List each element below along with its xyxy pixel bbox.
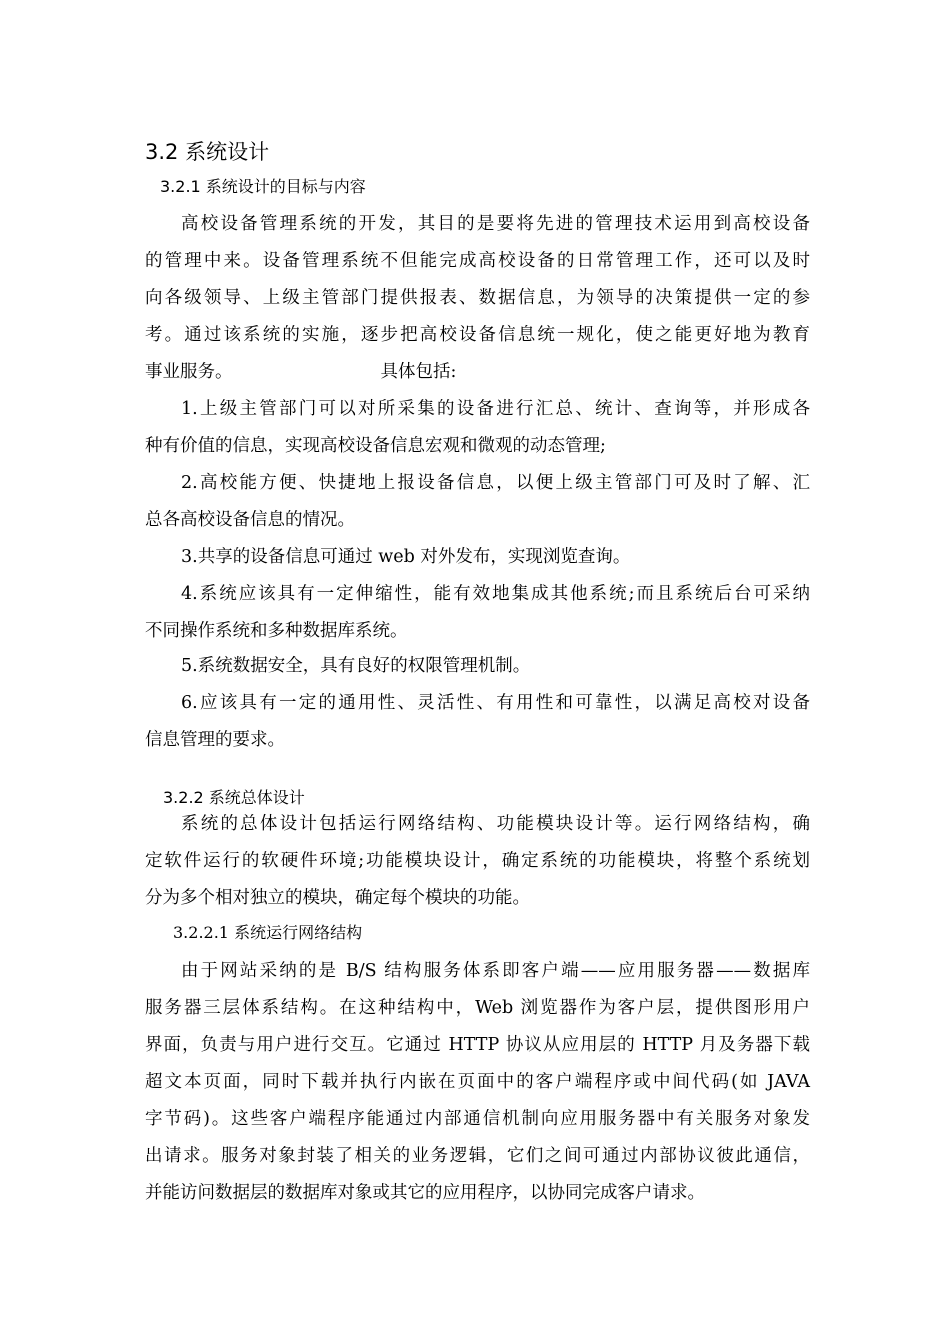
section-title: 3.2 系统设计 [145,140,270,164]
intro-line-last [145,354,810,390]
overall-line: 分为多个相对独立的模块，确定每个模块的功能。 [145,888,530,908]
network-line: 界面，负责与用户进行交互。它通过 HTTP 协议从应用层的 HTTP 月及务器下载 [145,1035,810,1055]
intro-line: 高校设备管理系统的开发，其目的是要将先进的管理技术运用到高校设备 [181,214,810,234]
list-item-line: 总各高校设备信息的情况。 [145,510,355,530]
intro-tail-text: 具体包括: [380,362,457,382]
list-item-line: 4.系统应该具有一定伸缩性，能有效地集成其他系统;而且系统后台可采纳 [181,584,810,604]
network-line: 由于网站采纳的是 B/S 结构服务体系即客户端——应用服务器——数据库 [181,961,810,981]
network-line: 字节码)。这些客户端程序能通过内部通信机制向应用服务器中有关服务对象发 [145,1109,810,1129]
network-line: 超文本页面，同时下载并执行内嵌在页面中的客户端程序或中间代码(如 JAVA [145,1072,810,1092]
overall-line: 定软件运行的软硬件环境;功能模块设计，确定系统的功能模块，将整个系统划 [145,851,810,871]
list-item-line: 5.系统数据安全，具有良好的权限管理机制。 [181,656,531,676]
list-item-line: 信息管理的要求。 [145,730,285,750]
list-item-line: 2.高校能方便、快捷地上报设备信息，以便上级主管部门可及时了解、汇 [181,473,810,493]
list-item-line: 不同操作系统和多种数据库系统。 [145,621,408,641]
network-heading: 3.2.2.1 系统运行网络结构 [173,923,363,942]
list-item-line: 种有价值的信息，实现高校设备信息宏观和微观的动态管理; [145,436,606,456]
list-item-line: 3.共享的设备信息可通过 web 对外发布，实现浏览查询。 [181,547,631,567]
intro-line: 向各级领导、上级主管部门提供报表、数据信息，为领导的决策提供一定的参 [145,288,810,308]
overall-heading: 3.2.2 系统总体设计 [163,788,305,807]
list-item-line: 6.应该具有一定的通用性、灵活性、有用性和可靠性，以满足高校对设备 [181,693,810,713]
intro-last-text: 事业服务。 [145,362,233,382]
intro-line: 考。通过该系统的实施，逐步把高校设备信息统一规化，使之能更好地为教育 [145,325,810,345]
goals-heading: 3.2.1 系统设计的目标与内容 [160,177,366,196]
overall-line: 系统的总体设计包括运行网络结构、功能模块设计等。运行网络结构，确 [181,814,810,834]
list-item-line: 1.上级主管部门可以对所采集的设备进行汇总、统计、查询等，并形成各 [181,399,810,419]
network-line: 并能访问数据层的数据库对象或其它的应用程序，以协同完成客户请求。 [145,1183,705,1203]
intro-line: 的管理中来。设备管理系统不但能完成高校设备的日常管理工作，还可以及时 [145,251,810,271]
network-line: 出请求。服务对象封装了相关的业务逻辑，它们之间可通过内部协议彼此通信， [145,1146,810,1166]
network-line: 服务器三层体系结构。在这种结构中，Web 浏览器作为客户层，提供图形用户 [145,998,810,1018]
